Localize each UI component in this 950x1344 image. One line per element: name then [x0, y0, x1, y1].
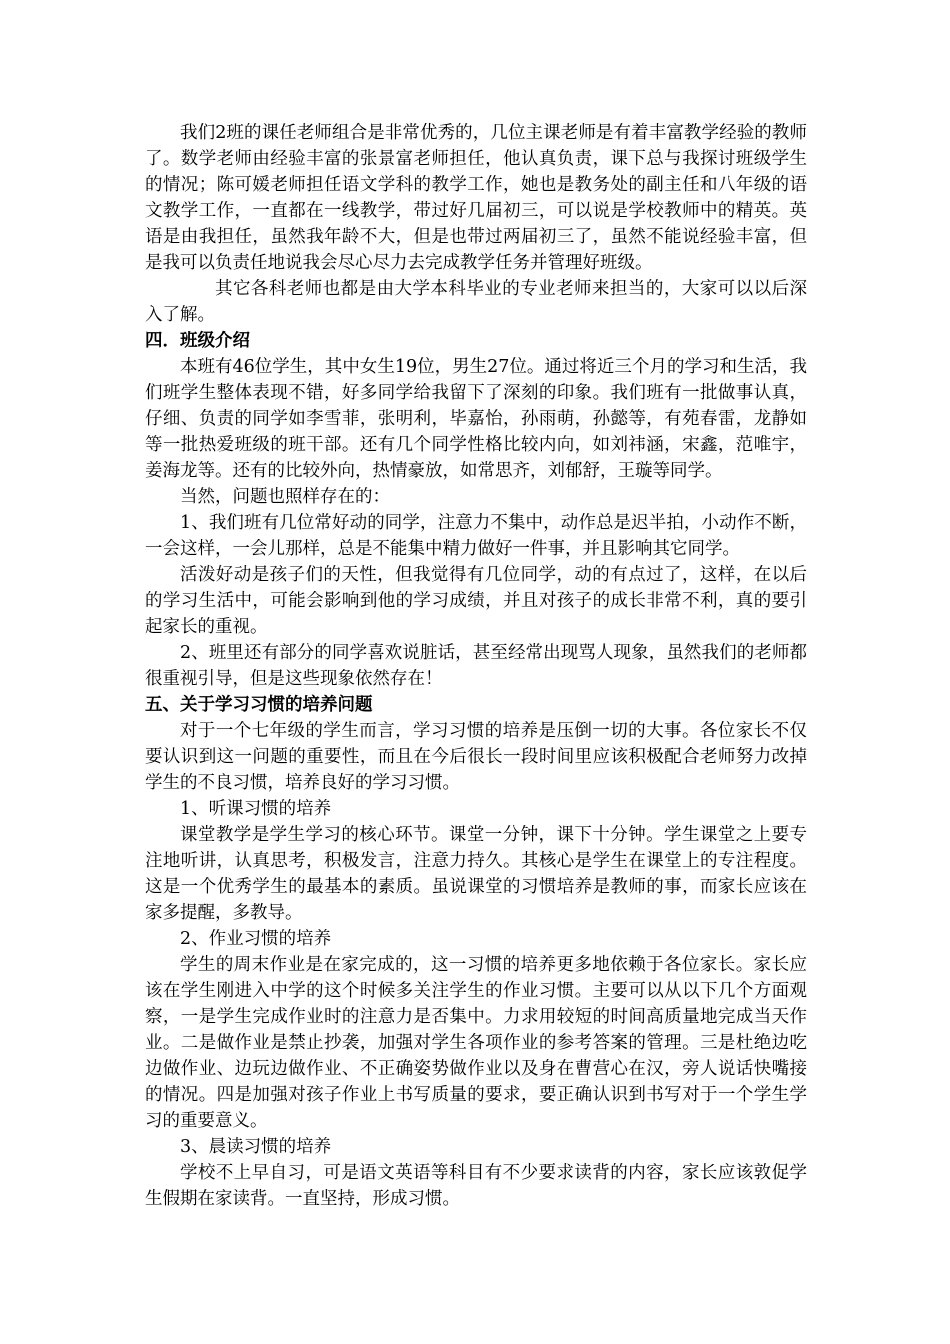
subheading-morning-reading: 3、晨读习惯的培养 — [180, 1137, 332, 1157]
paragraph-morning-reading: 学校不上早自习，可是语文英语等科目有不少要求读背的内容，家长应该敦促学生假期在家读背。一直坚持，形成习惯。 — [145, 1163, 807, 1209]
paragraph-study-habits: 对于一个七年级的学生而言，学习习惯的培养是压倒一切的大事。各位家长不仅要认识到这一问题的重要性，而且在今后很长一段时间里应该积极配合老师努力改掉学生的不良习惯，培养良好的学习习惯。 — [145, 721, 807, 793]
paragraph-other-teachers: 其它各科老师也都是由大学本科毕业的专业老师来担当的，大家可以以后深入了解。 — [145, 279, 807, 325]
paragraph-homework: 学生的周末作业是在家完成的，这一习惯的培养更多地依赖于各位家长。家长应该在学生刚进入中学的这个时候多关注学生的作业习惯。主要可以从以下几个方面观察，一是学生完成作业时的注意力是否集中。力求用较短的时间高质量地完成当天作业。二是做作业是禁止抄袭，加强对学生各项作业的参考答案的管理。三是杜绝边吃边做作业、边玩边做作业、不正确姿势做作业以及身在曹营心在汉，旁人说话快嘴接的情况。四是加强对孩子作业上书写质量的要求，要正确认识到书写对于一个学生学习的重要意义。 — [145, 955, 807, 1131]
paragraph-teachers: 我们2班的课任老师组合是非常优秀的，几位主课老师是有着丰富教学经验的教师了。数学老师由经验丰富的张景富老师担任，他认真负责，课下总与我探讨班级学生的情况；陈可媛老师担任语文学科的教学工作，她也是教务处的副主任和八年级的语文教学工作，一直都在一线教学，带过好几届初三，可以说是学校教师中的精英。英语是由我担任，虽然我年龄不大，但是也带过两届初三了，虽然不能说经验丰富，但是我可以负责任地说我会尽心尽力去完成教学任务并管理好班级。 — [145, 123, 807, 273]
subheading-homework: 2、作业习惯的培养 — [180, 929, 332, 949]
paragraph-class-intro: 本班有46位学生，其中女生19位，男生27位。通过将近三个月的学习和生活，我们班学生整体表现不错，好多同学给我留下了深刻的印象。我们班有一批做事认真，仔细、负责的同学如李雪菲，张明利，毕嘉怡，孙雨萌，孙懿等，有苑春雷，龙静如等一批热爱班级的班干部。还有几个同学性格比较内向，如刘祎涵，宋鑫，范唯宇，姜海龙等。还有的比较外向，热情豪放，如常思齐，刘郁舒，王璇等同学。 — [145, 357, 807, 481]
heading-class-intro: 四．班级介绍 — [145, 331, 250, 351]
paragraph-problem-2: 2、班里还有部分的同学喜欢说脏话，甚至经常出现骂人现象，虽然我们的老师都很重视引导，但是这些现象依然存在！ — [145, 643, 807, 689]
subheading-listening: 1、听课习惯的培养 — [180, 799, 332, 819]
paragraph-problem-1-detail: 活泼好动是孩子们的天性，但我觉得有几位同学，动的有点过了，这样，在以后的学习生活中，可能会影响到他的学习成绩，并且对孩子的成长非常不利，真的要引起家长的重视。 — [145, 565, 807, 637]
heading-study-habits: 五、关于学习习惯的培养问题 — [145, 695, 373, 715]
paragraph-problems-intro: 当然，问题也照样存在的： — [180, 487, 390, 507]
paragraph-listening: 课堂教学是学生学习的核心环节。课堂一分钟，课下十分钟。学生课堂之上要专注地听讲，认真思考，积极发言，注意力持久。其核心是学生在课堂上的专注程度。这是一个优秀学生的最基本的素质。虽说课堂的习惯培养是教师的事，而家长应该在家多提醒，多教导。 — [145, 825, 807, 923]
document-page — [145, 120, 807, 1212]
paragraph-problem-1: 1、我们班有几位常好动的同学，注意力不集中，动作总是迟半拍，小动作不断，一会这样，一会儿那样，总是不能集中精力做好一件事，并且影响其它同学。 — [145, 513, 807, 559]
